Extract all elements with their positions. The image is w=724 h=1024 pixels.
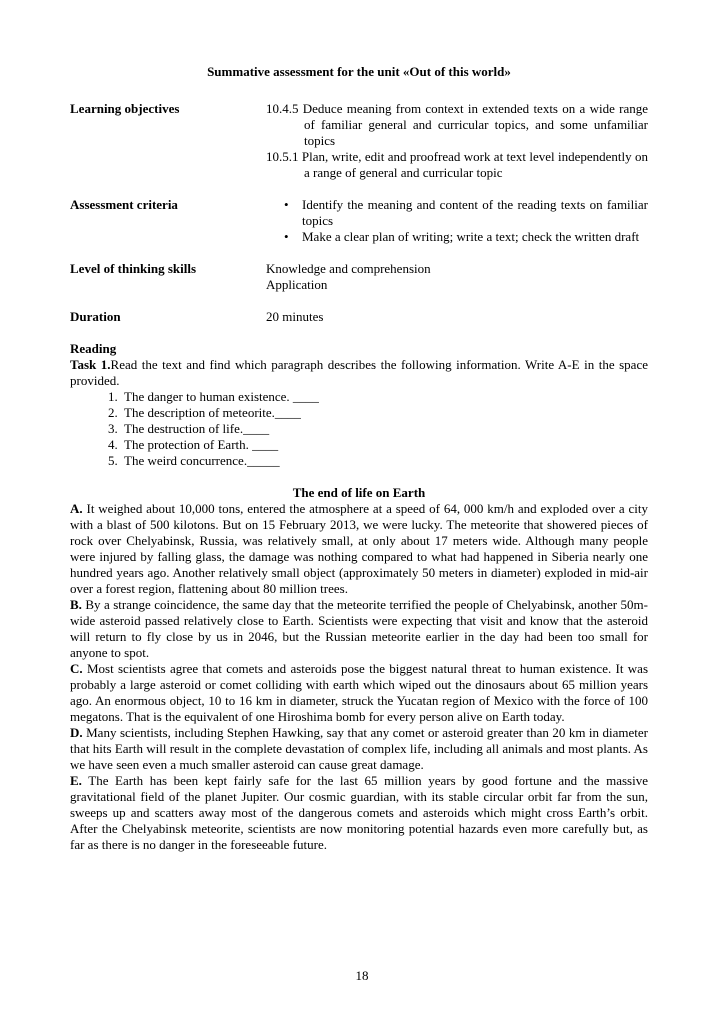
assessment-criteria-list — [266, 197, 648, 245]
task-item: 2. The description of meteorite.____ — [108, 405, 301, 420]
thinking-skills-label: Level of thinking skills — [70, 261, 197, 276]
task-item: 4. The protection of Earth. ____ — [108, 437, 279, 452]
task-item: 5. The weird concurrence._____ — [108, 453, 280, 468]
duration-value: 20 minutes — [266, 309, 324, 324]
thinking-skill-value: Application — [266, 277, 328, 292]
task-instruction — [70, 357, 648, 389]
reading-heading: Reading — [70, 341, 117, 356]
learning-objectives-label: Learning objectives — [70, 101, 180, 116]
task-text: Read the text and find which paragraph describes the following information. Write A-E in the space provided. — [70, 357, 648, 388]
task-item: 1. The danger to human existence. ____ — [108, 389, 319, 404]
thinking-skills-row — [70, 261, 648, 293]
thinking-skill-value: Knowledge and comprehension — [266, 261, 431, 276]
task-label: Task 1. — [70, 357, 111, 372]
paragraph-c: C. Most scientists agree that comets and asteroids pose the biggest natural threat to human existence. It was probably a large asteroid or comet colliding with earth which wiped out the dinosaurs about 65 million years ago. An enormous object, 10 to 16 km in diameter, struck the Yucatan region of Mexico with the force of 100 megatons. That is the equivalent of one Hiroshima bomb for every person alive on Earth today. — [70, 661, 648, 724]
task-item: 3. The destruction of life.____ — [108, 421, 270, 436]
assessment-criteria-label: Assessment criteria — [70, 197, 178, 212]
duration-label: Duration — [70, 309, 121, 324]
criteria-item: • Make a clear plan of writing; write a text; check the written draft — [284, 229, 648, 245]
document-title: Summative assessment for the unit «Out of this world» — [207, 64, 511, 79]
assessment-criteria-row — [70, 197, 648, 245]
objective-item: 10.5.1 Plan, write, edit and proofread work at text level independently on a range of general and curricular topic — [266, 149, 648, 180]
learning-objectives-row — [70, 101, 648, 181]
paragraph-a: A. It weighed about 10,000 tons, entered the atmosphere at a speed of 64, 000 km/h and exploded over a city with a blast of 500 kilotons. But on 15 February 2013, we were lucky. The meteorite that showered pieces of rock over Chelyabinsk, Russia, was relatively small, at only about 17 meters wide. Although many people were injured by falling glass, the damage was nothing compared to what had happened in Siberia nearly one hundred years ago. Another relatively small object (approximately 50 meters in diameter) exploded in mid-air over a forest region, flattening about 80 million trees. — [70, 501, 649, 596]
learning-objectives-list — [266, 101, 648, 181]
reading-text-title: The end of life on Earth — [292, 485, 426, 500]
duration-row — [70, 309, 648, 325]
objective-item: 10.4.5 Deduce meaning from context in extended texts on a wide range of familiar general and curricular topics, and some unfamiliar topics — [266, 101, 648, 148]
page-number: 18 — [355, 968, 369, 983]
paragraph-b: B. By a strange coincidence, the same day that the meteorite terrified the people of Chelyabinsk, another 50m-wide asteroid passed relatively close to Earth. Scientists were expecting that visit and know that the asteroid will return to fly close by us in 2046, but the Russian meteorite earlier in the day had been too small for anyone to spot. — [70, 597, 648, 660]
criteria-item: • Identify the meaning and content of the reading texts on familiar topics — [284, 197, 648, 229]
paragraph-e: E. The Earth has been kept fairly safe for the last 65 million years by good fortune and the massive gravitational field of the planet Jupiter. Our cosmic guardian, with its stable circular orbit far from the sun, sweeps up and scatters away most of the dangerous comets and asteroids which might cross Earth’s orbit. After the Chelyabinsk meteorite, scientists are now monitoring potential hazards even more carefully but, as far as there is no danger in the foreseeable future. — [70, 773, 649, 852]
paragraph-d: D. Many scientists, including Stephen Hawking, say that any comet or asteroid greater than 20 km in diameter that hits Earth will result in the complete devastation of complex life, including all animals and most plants. As we have seen even a much smaller asteroid can cause great damage. — [70, 725, 648, 772]
task-items — [70, 389, 648, 469]
